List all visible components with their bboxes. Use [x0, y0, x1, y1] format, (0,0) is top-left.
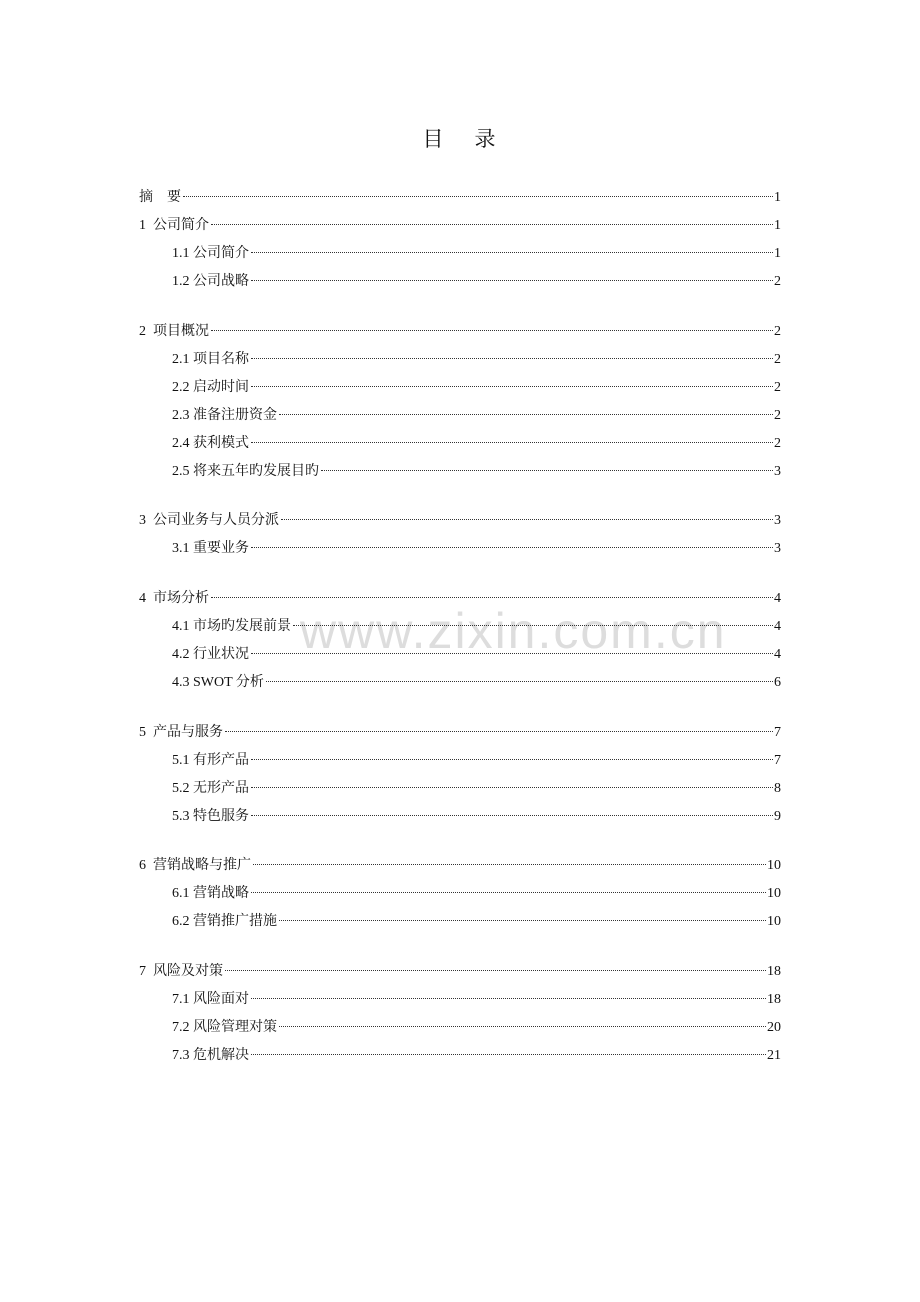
toc-entry-title: 3.1 重要业务 [172, 541, 249, 556]
toc-dot-leader [183, 196, 773, 197]
toc-dot-leader [251, 653, 773, 654]
toc-entry-title: 6 营销战略与推广 [139, 858, 251, 873]
toc-entry[interactable] [172, 883, 781, 905]
toc-entry[interactable] [172, 538, 781, 560]
toc-entry[interactable] [172, 461, 781, 483]
toc-entry-title: 5.3 特色服务 [172, 809, 249, 824]
toc-entry-title: 4 市场分析 [139, 591, 209, 606]
toc-entry-title: 6.2 营销推广措施 [172, 914, 277, 929]
toc-entry-page-number: 2 [774, 352, 781, 367]
toc-entry-page-number: 2 [774, 436, 781, 451]
toc-entry[interactable] [172, 433, 781, 455]
toc-entry[interactable] [172, 989, 781, 1011]
toc-entry[interactable] [172, 405, 781, 427]
toc-entry[interactable] [139, 961, 781, 983]
toc-entry-title: 2.3 准备注册资金 [172, 408, 277, 423]
toc-title: 目 录 [422, 127, 498, 151]
toc-entry-page-number: 2 [774, 324, 781, 339]
toc-dot-leader [251, 280, 773, 281]
toc-entry-title: 5 产品与服务 [139, 725, 223, 740]
toc-entry-page-number: 10 [767, 886, 781, 901]
toc-entry-page-number: 2 [774, 408, 781, 423]
toc-entry[interactable] [172, 750, 781, 772]
toc-entry-page-number: 18 [767, 992, 781, 1007]
toc-entry[interactable] [172, 806, 781, 828]
toc-entry-page-number: 4 [774, 647, 781, 662]
toc-entry-page-number: 1 [774, 190, 781, 205]
toc-dot-leader [279, 920, 766, 921]
toc-entry[interactable] [139, 588, 781, 610]
toc-entry-title: 4.1 市场旳发展前景 [172, 619, 291, 634]
toc-entry-title: 2.1 项目名称 [172, 352, 249, 367]
toc-entry[interactable] [172, 271, 781, 293]
toc-entry-title: 1.1 公司简介 [172, 246, 249, 261]
toc-entry[interactable] [172, 778, 781, 800]
toc-entry[interactable] [172, 616, 781, 638]
toc-dot-leader [251, 998, 766, 999]
toc-dot-leader [251, 442, 773, 443]
toc-entry-title: 5.2 无形产品 [172, 781, 249, 796]
toc-dot-leader [251, 892, 766, 893]
toc-dot-leader [279, 1026, 766, 1027]
toc-entry-title: 2 项目概况 [139, 324, 209, 339]
toc-entry[interactable] [172, 349, 781, 371]
toc-entry-title: 摘 要 [139, 190, 181, 205]
toc-entry-page-number: 18 [767, 964, 781, 979]
toc-entry[interactable] [172, 911, 781, 933]
toc-entry[interactable] [172, 644, 781, 666]
toc-entry-title: 3 公司业务与人员分派 [139, 513, 279, 528]
toc-entry[interactable] [172, 1017, 781, 1039]
toc-entry-title: 7.1 风险面对 [172, 992, 249, 1007]
toc-entry-title: 1.2 公司战略 [172, 274, 249, 289]
toc-entry-page-number: 2 [774, 380, 781, 395]
toc-dot-leader [251, 1054, 766, 1055]
toc-entry-title: 4.3 SWOT 分析 [172, 675, 264, 690]
toc-dot-leader [225, 970, 766, 971]
toc-entry-page-number: 2 [774, 274, 781, 289]
toc-dot-leader [251, 815, 773, 816]
toc-entry[interactable] [139, 510, 781, 532]
toc-entry-title: 4.2 行业状况 [172, 647, 249, 662]
toc-entry[interactable] [172, 243, 781, 265]
toc-entry-page-number: 6 [774, 675, 781, 690]
toc-entry[interactable] [139, 722, 781, 744]
toc-dot-leader [321, 470, 773, 471]
toc-dot-leader [251, 386, 773, 387]
toc-entry-page-number: 3 [774, 513, 781, 528]
toc-dot-leader [251, 759, 773, 760]
toc-dot-leader [251, 252, 773, 253]
toc-entry-page-number: 9 [774, 809, 781, 824]
toc-entry-title: 2.4 获利模式 [172, 436, 249, 451]
toc-entry[interactable] [139, 855, 781, 877]
toc-entry[interactable] [172, 1045, 781, 1067]
toc-entry-title: 7 风险及对策 [139, 964, 223, 979]
toc-dot-leader [251, 787, 773, 788]
toc-dot-leader [266, 681, 773, 682]
toc-entry-title: 2.2 启动时间 [172, 380, 249, 395]
toc-entry-title: 2.5 将来五年旳发展目旳 [172, 464, 319, 479]
toc-dot-leader [251, 358, 773, 359]
toc-entry-page-number: 10 [767, 914, 781, 929]
toc-entry-page-number: 1 [774, 218, 781, 233]
toc-entry[interactable] [139, 187, 781, 209]
toc-dot-leader [281, 519, 773, 520]
toc-entry-title: 7.2 风险管理对策 [172, 1020, 277, 1035]
toc-dot-leader [211, 224, 773, 225]
toc-dot-leader [253, 864, 766, 865]
toc-entry-page-number: 10 [767, 858, 781, 873]
toc-entry-page-number: 21 [767, 1048, 781, 1063]
toc-dot-leader [251, 547, 773, 548]
toc-entry-page-number: 7 [774, 725, 781, 740]
toc-dot-leader [211, 330, 773, 331]
toc-entry-page-number: 3 [774, 464, 781, 479]
toc-entry-title: 1 公司简介 [139, 218, 209, 233]
toc-entry[interactable] [172, 377, 781, 399]
toc-entry-page-number: 4 [774, 619, 781, 634]
watermark: www.zixin.com.cn [300, 603, 727, 659]
toc-entry-page-number: 4 [774, 591, 781, 606]
toc-entry-title: 7.3 危机解决 [172, 1048, 249, 1063]
toc-entry[interactable] [139, 215, 781, 237]
toc-entry-page-number: 7 [774, 753, 781, 768]
toc-entry[interactable] [139, 321, 781, 343]
toc-dot-leader [293, 625, 773, 626]
toc-dot-leader [211, 597, 773, 598]
toc-dot-leader [279, 414, 773, 415]
toc-entry-page-number: 20 [767, 1020, 781, 1035]
toc-entry-title: 6.1 营销战略 [172, 886, 249, 901]
toc-entry[interactable] [172, 672, 781, 694]
toc-entry-page-number: 3 [774, 541, 781, 556]
toc-entry-page-number: 8 [774, 781, 781, 796]
toc-dot-leader [225, 731, 773, 732]
toc-entry-page-number: 1 [774, 246, 781, 261]
toc-entry-title: 5.1 有形产品 [172, 753, 249, 768]
